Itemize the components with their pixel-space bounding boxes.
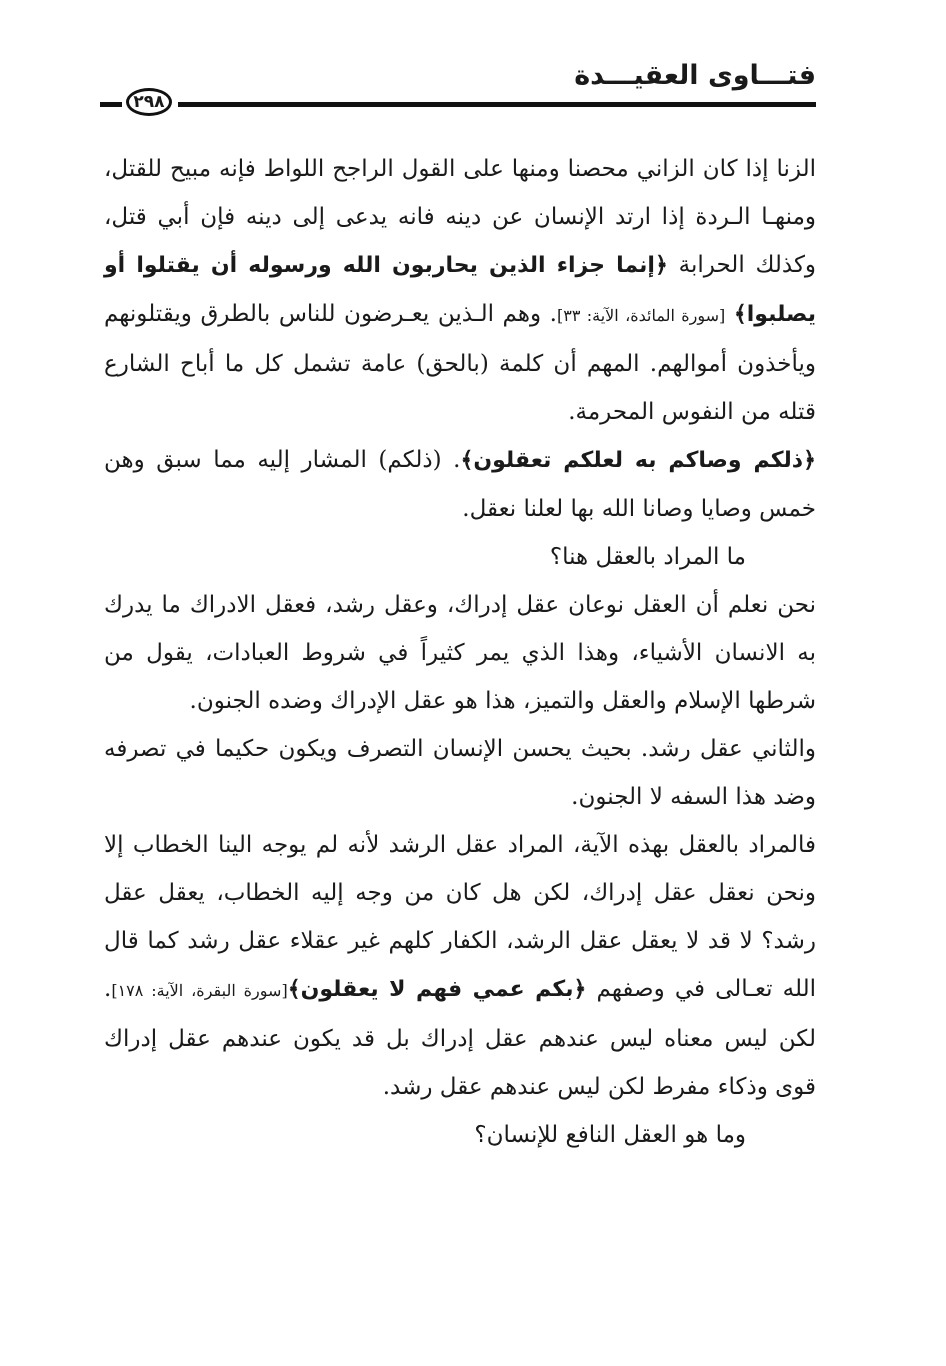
header-rule <box>178 102 816 107</box>
quran-verse: ﴿بكم عمي فهم لا يعقلون﴾ <box>287 977 587 1002</box>
paragraph <box>104 1111 816 1159</box>
text-run: ما المراد بالعقل هنا؟ <box>549 544 746 570</box>
paragraph <box>104 821 816 1111</box>
quran-verse: ﴿ذلكم وصاكم به لعلكم تعقلون﴾ <box>460 448 816 473</box>
text-run <box>725 301 734 327</box>
paragraph <box>104 725 816 821</box>
header-rule-end <box>100 102 122 107</box>
running-title: فتـــاوى العقيـــدة <box>574 60 816 91</box>
paragraph <box>104 436 816 533</box>
text-run: فالمراد بالعقل بهذه الآية، المراد عقل الرشد لأنه لم يوجه الينا الخطاب إلا ونحن نعقل عقل إدراك، لكن هل كان من وجه إليه الخطاب، يعقل عقل رشد؟ لا قد لا يعقل عقل الرشد، الكفار كلهم غير عقلاء عقل رشد كما قال الله تعـالى في وصفهم <box>104 832 817 1002</box>
text-run: نحن نعلم أن العقل نوعان عقل إدراك، وعقل رشد، فعقل الادراك ما يدرك به الانسان الأشياء، وهذا الذي يمر كثيراً في شروط العبادات، يقول من شرطها الإسلام والعقل والتميز، هذا هو عقل الإدراك وضده الجنون. <box>104 592 816 714</box>
paragraph <box>104 533 816 581</box>
paragraph <box>104 581 816 725</box>
body-text <box>104 145 816 1159</box>
paragraph <box>104 145 816 436</box>
quran-verse: ﴿إنما جزاء الذين يحاربون الله ورسوله أن يقتلوا أو يصلبوا﴾ <box>104 253 816 327</box>
text-run: . وهم الـذين يعـرضون للناس بالطرق ويقتلونهم ويأخذون أموالهم. المهم أن كلمة (بالحق) عامة تشمل كل ما أباح الشارع قتله من النفوس المحرمة. <box>104 301 816 425</box>
text-run: الزنا إذا كان الزاني محصنا ومنها على القول الراجح اللواط فإنه مبيح للقتل، ومنهـا الـردة إذا ارتد الإنسان عن دينه فانه يدعى إلى دينه فإن أبي قتل، وكذلك الحرابة <box>104 156 817 278</box>
page-number: ٢٩٨ <box>126 88 172 116</box>
verse-reference: [سورة المائدة، الآية: ٣٣] <box>556 306 726 325</box>
text-run: والثاني عقل رشد. بحيث يحسن الإنسان التصرف ويكون حكيما في تصرفه وضد هذا السفه لا الجنون. <box>104 736 816 810</box>
text-run: . (ذلكم) المشار إليه مما سبق وهن خمس وصايا وصانا الله بها لعلنا نعقل. <box>104 447 816 522</box>
verse-reference: [سورة البقرة، الآية: ١٧٨] <box>111 981 288 1000</box>
page-header <box>100 58 816 118</box>
text-run: وما هو العقل النافع للإنسان؟ <box>474 1122 746 1148</box>
text-run: . لكن ليس معناه ليس عندهم عقل إدراك بل قد يكون عندهم عقل إدراك قوى وذكاء مفرط لكن ليس عندهم عقل رشد. <box>104 976 816 1100</box>
